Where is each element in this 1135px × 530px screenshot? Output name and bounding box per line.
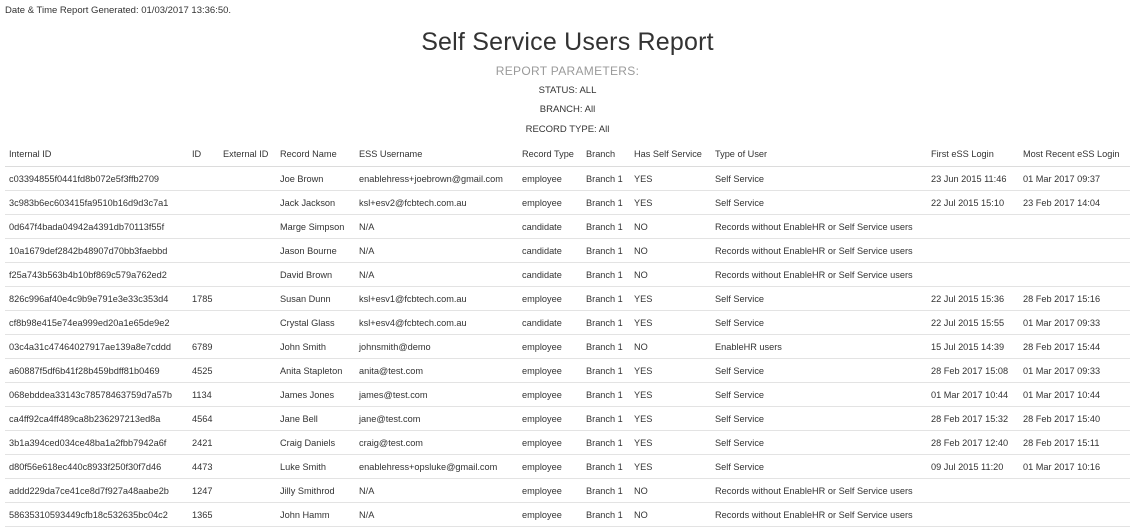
cell-internal-id: 03c4a31c47464027917ae139a8e7cddd xyxy=(5,335,188,359)
param-status: STATUS: ALL xyxy=(538,85,597,96)
cell-internal-id: cf8b98e415e74ea999ed20a1e65de9e2 xyxy=(5,311,188,335)
cell-ess-username: N/A xyxy=(355,479,518,503)
cell-first-ess-login: 22 Jul 2015 15:36 xyxy=(927,287,1019,311)
cell-ess-username: N/A xyxy=(355,503,518,527)
table-row xyxy=(5,407,1130,431)
cell-branch: Branch 1 xyxy=(582,503,630,527)
cell-internal-id: 068ebddea33143c78578463759d7a57b xyxy=(5,383,188,407)
cell-first-ess-login: 15 Jul 2015 14:39 xyxy=(927,335,1019,359)
cell-has-self-service: NO xyxy=(630,335,711,359)
cell-internal-id: d80f56e618ec440c8933f250f30f7d46 xyxy=(5,455,188,479)
cell-type-of-user: Self Service xyxy=(711,167,927,191)
cell-external-id xyxy=(219,167,276,191)
cell-internal-id: addd229da7ce41ce8d7f927a48aabe2b xyxy=(5,479,188,503)
table-row xyxy=(5,287,1130,311)
table-row xyxy=(5,311,1130,335)
table-row xyxy=(5,503,1130,527)
cell-id: 2421 xyxy=(188,431,219,455)
cell-internal-id: c03394855f0441fd8b072e5f3ffb2709 xyxy=(5,167,188,191)
column-header-record-type: Record Type xyxy=(518,142,582,167)
cell-branch: Branch 1 xyxy=(582,359,630,383)
header-row xyxy=(5,142,1130,167)
cell-record-name: Luke Smith xyxy=(276,455,355,479)
cell-external-id xyxy=(219,479,276,503)
cell-type-of-user: Records without EnableHR or Self Service users xyxy=(711,479,927,503)
cell-first-ess-login: 28 Feb 2017 15:08 xyxy=(927,359,1019,383)
cell-most-recent-ess-login: 01 Mar 2017 09:33 xyxy=(1019,359,1130,383)
page-title: Self Service Users Report xyxy=(421,28,714,56)
cell-most-recent-ess-login: 01 Mar 2017 09:37 xyxy=(1019,167,1130,191)
cell-external-id xyxy=(219,455,276,479)
users-report-table xyxy=(5,142,1130,527)
cell-branch: Branch 1 xyxy=(582,383,630,407)
cell-branch: Branch 1 xyxy=(582,239,630,263)
cell-record-type: employee xyxy=(518,431,582,455)
column-header-type-of-user: Type of User xyxy=(711,142,927,167)
cell-record-type: candidate xyxy=(518,239,582,263)
cell-has-self-service: NO xyxy=(630,239,711,263)
cell-type-of-user: Self Service xyxy=(711,311,927,335)
cell-has-self-service: YES xyxy=(630,287,711,311)
cell-record-name: John Smith xyxy=(276,335,355,359)
cell-branch: Branch 1 xyxy=(582,215,630,239)
cell-branch: Branch 1 xyxy=(582,287,630,311)
cell-branch: Branch 1 xyxy=(582,431,630,455)
cell-first-ess-login xyxy=(927,503,1019,527)
cell-first-ess-login: 28 Feb 2017 15:32 xyxy=(927,407,1019,431)
cell-record-type: employee xyxy=(518,503,582,527)
cell-most-recent-ess-login: 01 Mar 2017 09:33 xyxy=(1019,311,1130,335)
cell-record-type: employee xyxy=(518,191,582,215)
cell-id: 4564 xyxy=(188,407,219,431)
column-header-has-self-service: Has Self Service xyxy=(630,142,711,167)
cell-record-name: Crystal Glass xyxy=(276,311,355,335)
cell-ess-username: johnsmith@demo xyxy=(355,335,518,359)
cell-first-ess-login xyxy=(927,215,1019,239)
cell-branch: Branch 1 xyxy=(582,311,630,335)
cell-type-of-user: Self Service xyxy=(711,287,927,311)
cell-external-id xyxy=(219,215,276,239)
cell-record-type: employee xyxy=(518,287,582,311)
column-header-ess-username: ESS Username xyxy=(355,142,518,167)
param-branch: BRANCH: All xyxy=(539,104,596,115)
column-header-branch: Branch xyxy=(582,142,630,167)
cell-branch: Branch 1 xyxy=(582,479,630,503)
cell-most-recent-ess-login: 01 Mar 2017 10:44 xyxy=(1019,383,1130,407)
cell-record-name: James Jones xyxy=(276,383,355,407)
cell-first-ess-login: 22 Jul 2015 15:55 xyxy=(927,311,1019,335)
cell-record-type: employee xyxy=(518,479,582,503)
cell-record-name: Joe Brown xyxy=(276,167,355,191)
table-row xyxy=(5,191,1130,215)
cell-external-id xyxy=(219,359,276,383)
column-header-most-recent-ess-login: Most Recent eSS Login xyxy=(1019,142,1130,167)
table-body xyxy=(5,167,1130,527)
cell-has-self-service: NO xyxy=(630,215,711,239)
cell-branch: Branch 1 xyxy=(582,191,630,215)
cell-ess-username: craig@test.com xyxy=(355,431,518,455)
cell-external-id xyxy=(219,407,276,431)
column-header-external-id: External ID xyxy=(219,142,276,167)
cell-record-type: candidate xyxy=(518,311,582,335)
cell-internal-id: 3c983b6ec603415fa9510b16d9d3c7a1 xyxy=(5,191,188,215)
cell-ess-username: anita@test.com xyxy=(355,359,518,383)
cell-has-self-service: NO xyxy=(630,263,711,287)
cell-has-self-service: YES xyxy=(630,431,711,455)
cell-record-name: John Hamm xyxy=(276,503,355,527)
cell-has-self-service: YES xyxy=(630,455,711,479)
cell-internal-id: 58635310593449cfb18c532635bc04c2 xyxy=(5,503,188,527)
cell-record-type: candidate xyxy=(518,263,582,287)
cell-record-name: Craig Daniels xyxy=(276,431,355,455)
column-header-record-name: Record Name xyxy=(276,142,355,167)
cell-type-of-user: Records without EnableHR or Self Service users xyxy=(711,503,927,527)
cell-first-ess-login xyxy=(927,263,1019,287)
cell-id: 1365 xyxy=(188,503,219,527)
cell-internal-id: f25a743b563b4b10bf869c579a762ed2 xyxy=(5,263,188,287)
cell-first-ess-login: 28 Feb 2017 12:40 xyxy=(927,431,1019,455)
table-row xyxy=(5,263,1130,287)
cell-id: 1785 xyxy=(188,287,219,311)
cell-type-of-user: Self Service xyxy=(711,191,927,215)
cell-ess-username: enablehress+opsluke@gmail.com xyxy=(355,455,518,479)
cell-internal-id: ca4ff92ca4ff489ca8b236297213ed8a xyxy=(5,407,188,431)
cell-type-of-user: Self Service xyxy=(711,431,927,455)
cell-first-ess-login: 22 Jul 2015 15:10 xyxy=(927,191,1019,215)
cell-has-self-service: YES xyxy=(630,383,711,407)
table-row xyxy=(5,167,1130,191)
cell-type-of-user: Self Service xyxy=(711,407,927,431)
cell-record-name: Anita Stapleton xyxy=(276,359,355,383)
cell-record-type: employee xyxy=(518,407,582,431)
cell-ess-username: N/A xyxy=(355,215,518,239)
cell-ess-username: james@test.com xyxy=(355,383,518,407)
cell-record-name: Susan Dunn xyxy=(276,287,355,311)
cell-internal-id: a60887f5df6b41f28b459bdff81b0469 xyxy=(5,359,188,383)
cell-type-of-user: Records without EnableHR or Self Service users xyxy=(711,215,927,239)
cell-most-recent-ess-login: 28 Feb 2017 15:44 xyxy=(1019,335,1130,359)
cell-has-self-service: YES xyxy=(630,311,711,335)
cell-most-recent-ess-login xyxy=(1019,215,1130,239)
cell-id xyxy=(188,191,219,215)
param-record-type: RECORD TYPE: All xyxy=(525,124,610,135)
cell-first-ess-login xyxy=(927,239,1019,263)
cell-type-of-user: Self Service xyxy=(711,359,927,383)
cell-first-ess-login: 23 Jun 2015 11:46 xyxy=(927,167,1019,191)
cell-id: 4525 xyxy=(188,359,219,383)
cell-record-type: candidate xyxy=(518,215,582,239)
cell-first-ess-login: 01 Mar 2017 10:44 xyxy=(927,383,1019,407)
cell-type-of-user: Records without EnableHR or Self Service users xyxy=(711,263,927,287)
cell-type-of-user: EnableHR users xyxy=(711,335,927,359)
cell-record-type: employee xyxy=(518,359,582,383)
cell-record-type: employee xyxy=(518,167,582,191)
cell-type-of-user: Self Service xyxy=(711,383,927,407)
column-header-id: ID xyxy=(188,142,219,167)
cell-external-id xyxy=(219,335,276,359)
cell-record-name: Jane Bell xyxy=(276,407,355,431)
cell-most-recent-ess-login: 01 Mar 2017 10:16 xyxy=(1019,455,1130,479)
cell-first-ess-login xyxy=(927,479,1019,503)
cell-external-id xyxy=(219,239,276,263)
cell-record-type: employee xyxy=(518,455,582,479)
column-header-internal-id: Internal ID xyxy=(5,142,188,167)
table-row xyxy=(5,239,1130,263)
table-row xyxy=(5,455,1130,479)
cell-type-of-user: Records without EnableHR or Self Service users xyxy=(711,239,927,263)
cell-branch: Branch 1 xyxy=(582,167,630,191)
table-header xyxy=(5,142,1130,167)
cell-branch: Branch 1 xyxy=(582,407,630,431)
cell-most-recent-ess-login: 28 Feb 2017 15:11 xyxy=(1019,431,1130,455)
cell-most-recent-ess-login xyxy=(1019,239,1130,263)
cell-internal-id: 0d647f4bada04942a4391db70113f55f xyxy=(5,215,188,239)
cell-ess-username: ksl+esv4@fcbtech.com.au xyxy=(355,311,518,335)
cell-has-self-service: NO xyxy=(630,503,711,527)
cell-id: 6789 xyxy=(188,335,219,359)
cell-internal-id: 3b1a394ced034ce48ba1a2fbb7942a6f xyxy=(5,431,188,455)
cell-most-recent-ess-login: 28 Feb 2017 15:40 xyxy=(1019,407,1130,431)
cell-has-self-service: YES xyxy=(630,167,711,191)
cell-external-id xyxy=(219,287,276,311)
cell-most-recent-ess-login xyxy=(1019,479,1130,503)
cell-id xyxy=(188,215,219,239)
table-row xyxy=(5,479,1130,503)
cell-branch: Branch 1 xyxy=(582,263,630,287)
report-parameters-heading: REPORT PARAMETERS: xyxy=(495,64,640,78)
cell-ess-username: ksl+esv2@fcbtech.com.au xyxy=(355,191,518,215)
cell-id xyxy=(188,263,219,287)
cell-most-recent-ess-login xyxy=(1019,503,1130,527)
cell-record-name: Jilly Smithrod xyxy=(276,479,355,503)
table-row xyxy=(5,359,1130,383)
cell-external-id xyxy=(219,311,276,335)
cell-id xyxy=(188,311,219,335)
cell-external-id xyxy=(219,263,276,287)
cell-record-name: Jack Jackson xyxy=(276,191,355,215)
cell-id: 1134 xyxy=(188,383,219,407)
cell-branch: Branch 1 xyxy=(582,455,630,479)
cell-has-self-service: NO xyxy=(630,479,711,503)
table-row xyxy=(5,215,1130,239)
cell-has-self-service: YES xyxy=(630,407,711,431)
cell-external-id xyxy=(219,503,276,527)
cell-type-of-user: Self Service xyxy=(711,455,927,479)
cell-ess-username: jane@test.com xyxy=(355,407,518,431)
cell-internal-id: 826c996af40e4c9b9e791e3e33c353d4 xyxy=(5,287,188,311)
cell-has-self-service: YES xyxy=(630,359,711,383)
cell-id: 4473 xyxy=(188,455,219,479)
report-generated-timestamp: Date & Time Report Generated: 01/03/2017 13:36:50. xyxy=(5,5,232,16)
cell-id xyxy=(188,239,219,263)
cell-ess-username: ksl+esv1@fcbtech.com.au xyxy=(355,287,518,311)
cell-record-name: Jason Bourne xyxy=(276,239,355,263)
cell-external-id xyxy=(219,431,276,455)
cell-ess-username: N/A xyxy=(355,239,518,263)
table-row xyxy=(5,431,1130,455)
cell-ess-username: enablehress+joebrown@gmail.com xyxy=(355,167,518,191)
column-header-first-ess-login: First eSS Login xyxy=(927,142,1019,167)
cell-has-self-service: YES xyxy=(630,191,711,215)
cell-id: 1247 xyxy=(188,479,219,503)
cell-ess-username: N/A xyxy=(355,263,518,287)
cell-most-recent-ess-login xyxy=(1019,263,1130,287)
cell-id xyxy=(188,167,219,191)
cell-branch: Branch 1 xyxy=(582,335,630,359)
cell-most-recent-ess-login: 28 Feb 2017 15:16 xyxy=(1019,287,1130,311)
cell-record-type: employee xyxy=(518,335,582,359)
cell-record-type: employee xyxy=(518,383,582,407)
cell-record-name: David Brown xyxy=(276,263,355,287)
table-row xyxy=(5,335,1130,359)
cell-internal-id: 10a1679def2842b48907d70bb3faebbd xyxy=(5,239,188,263)
cell-external-id xyxy=(219,383,276,407)
cell-record-name: Marge Simpson xyxy=(276,215,355,239)
cell-first-ess-login: 09 Jul 2015 11:20 xyxy=(927,455,1019,479)
cell-most-recent-ess-login: 23 Feb 2017 14:04 xyxy=(1019,191,1130,215)
cell-external-id xyxy=(219,191,276,215)
table-row xyxy=(5,383,1130,407)
